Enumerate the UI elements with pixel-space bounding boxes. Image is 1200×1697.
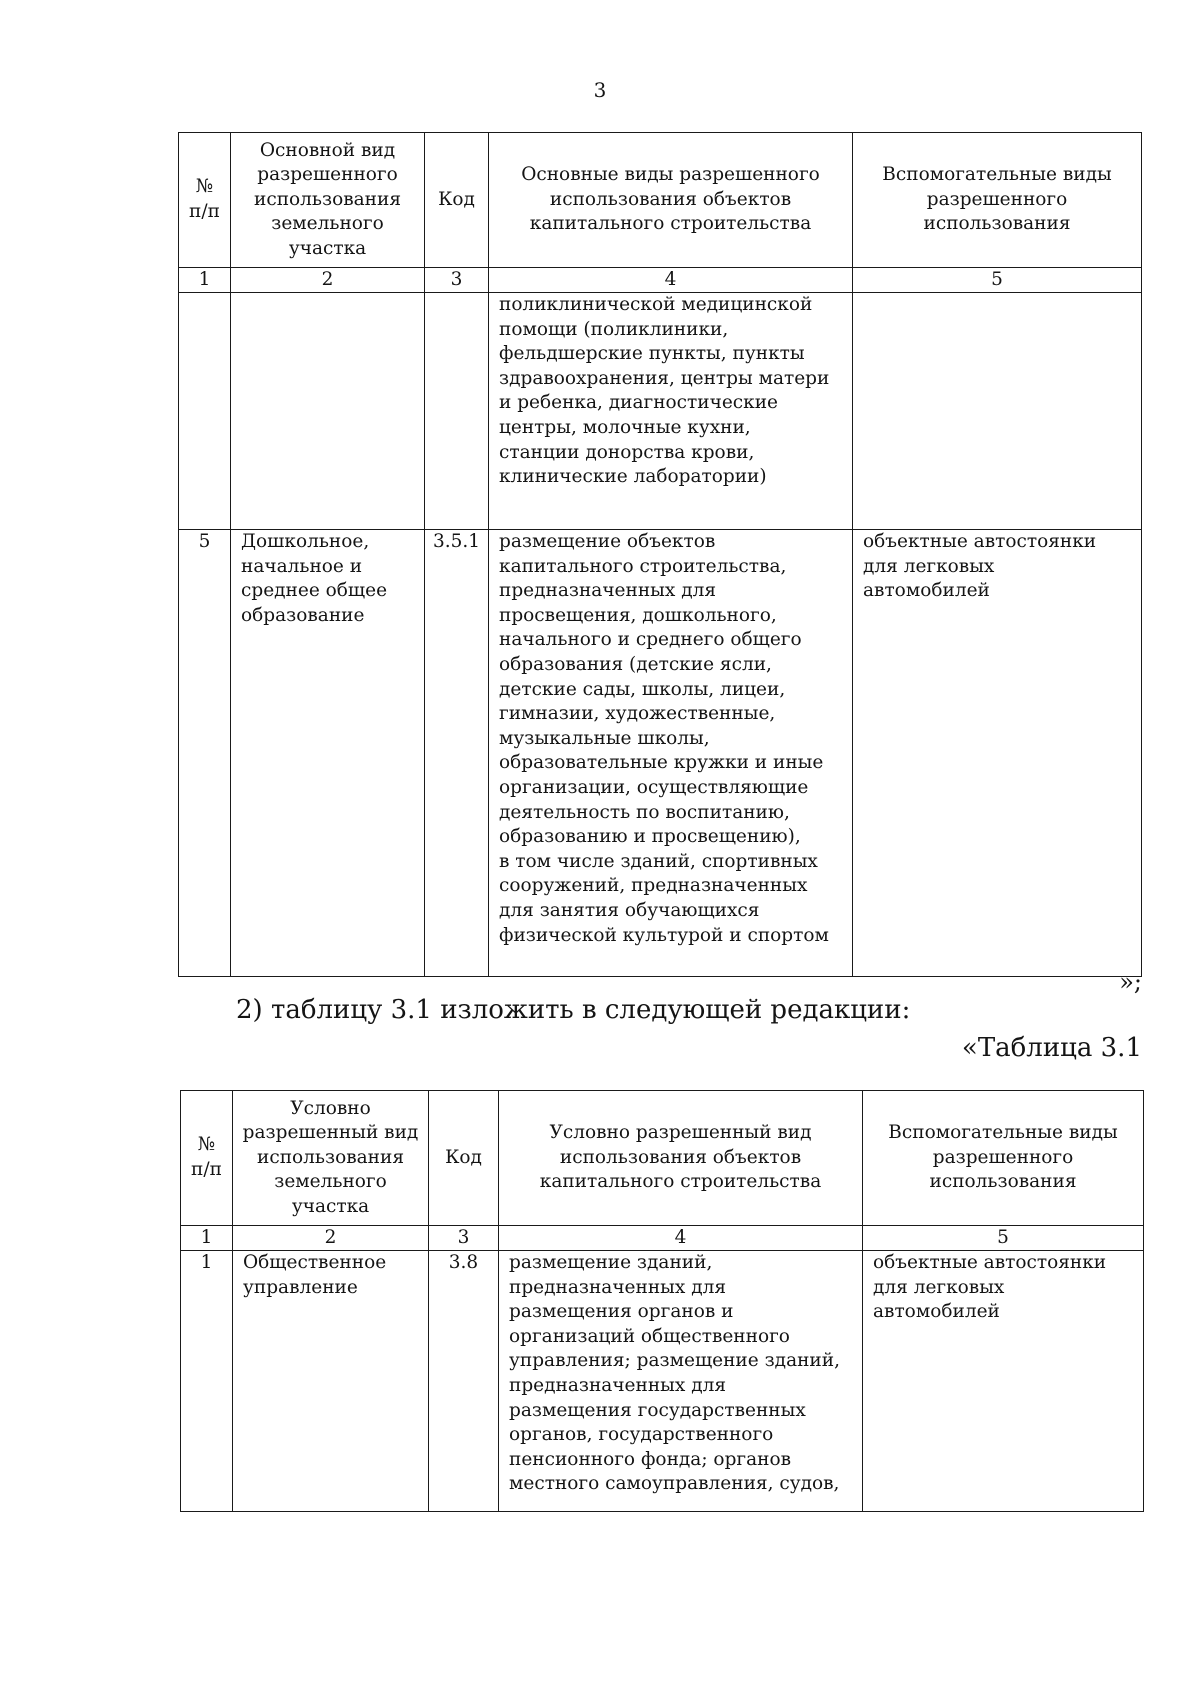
header-cond-capital: Условно разрешенный вид использования объектов капитального строительства	[499, 1091, 863, 1226]
table-header-row	[181, 1091, 1144, 1226]
column-number: 4	[499, 1226, 863, 1251]
header-code: Код	[429, 1091, 499, 1226]
closing-quote: »;	[1119, 968, 1142, 996]
instruction-text: 2) таблицу 3.1 изложить в следующей редакции:	[236, 995, 911, 1025]
header-main-capital: Основные виды разрешенного использования объектов капитального строительства	[489, 133, 853, 268]
cell-no: 5	[179, 530, 231, 977]
column-number: 1	[181, 1226, 233, 1251]
column-number: 3	[429, 1226, 499, 1251]
cell-code	[425, 293, 489, 530]
cell-main-capital: поликлинической медицинской помощи (поликлиники, фельдшерские пункты, пункты здравоохранения, центры матери и ребенка, диагностические центры, молочные кухни, станции донорства крови, клинические лаборатории)	[489, 293, 853, 530]
cell-cond-type: Общественное управление	[233, 1251, 429, 1512]
cell-cond-capital: размещение зданий, предназначенных для размещения органов и организаций общественного управления; размещение зданий, предназначенных для размещения государственных органов, государственного пенсионного фонда; органов местного самоуправления, судов,	[499, 1251, 863, 1512]
column-number: 2	[231, 268, 425, 293]
table-main-permitted-uses	[178, 132, 1142, 977]
column-number-row	[179, 268, 1142, 293]
column-number: 1	[179, 268, 231, 293]
header-code: Код	[425, 133, 489, 268]
cell-main-capital: размещение объектов капитального строительства, предназначенных для просвещения, дошкольного, начального и среднего общего образования (детские ясли, детские сады, школы, лицеи, гимназии, художественные, музыкальные школы, образовательные кружки и иные организации, осуществляющие деятельность по воспитанию, образованию и просвещению), в том числе зданий, спортивных сооружений, предназначенных для занятия обучающихся физической культурой и спортом	[489, 530, 853, 977]
cell-auxiliary: объектные автостоянки для легковых автомобилей	[853, 530, 1142, 977]
table-header-row	[179, 133, 1142, 268]
table-row	[181, 1251, 1144, 1512]
cell-no	[179, 293, 231, 530]
cell-auxiliary: объектные автостоянки для легковых автомобилей	[863, 1251, 1144, 1512]
cell-code: 3.8	[429, 1251, 499, 1512]
header-no: № п/п	[179, 133, 231, 268]
table-caption: «Таблица 3.1	[961, 1033, 1142, 1063]
header-auxiliary: Вспомогательные виды разрешенного использования	[853, 133, 1142, 268]
column-number: 5	[863, 1226, 1144, 1251]
page-number: 3	[593, 78, 607, 102]
cell-main-type: Дошкольное, начальное и среднее общее образование	[231, 530, 425, 977]
cell-main-type	[231, 293, 425, 530]
column-number-row	[181, 1226, 1144, 1251]
header-cond-type: Условно разрешенный вид использования земельного участка	[233, 1091, 429, 1226]
header-auxiliary: Вспомогательные виды разрешенного использования	[863, 1091, 1144, 1226]
cell-auxiliary	[853, 293, 1142, 530]
cell-no: 1	[181, 1251, 233, 1512]
table-row	[179, 530, 1142, 977]
table-row	[179, 293, 1142, 530]
table-conditional-uses	[180, 1090, 1144, 1512]
column-number: 5	[853, 268, 1142, 293]
column-number: 2	[233, 1226, 429, 1251]
cell-code: 3.5.1	[425, 530, 489, 977]
column-number: 3	[425, 268, 489, 293]
column-number: 4	[489, 268, 853, 293]
header-no: № п/п	[181, 1091, 233, 1226]
header-main-type: Основной вид разрешенного использования земельного участка	[231, 133, 425, 268]
